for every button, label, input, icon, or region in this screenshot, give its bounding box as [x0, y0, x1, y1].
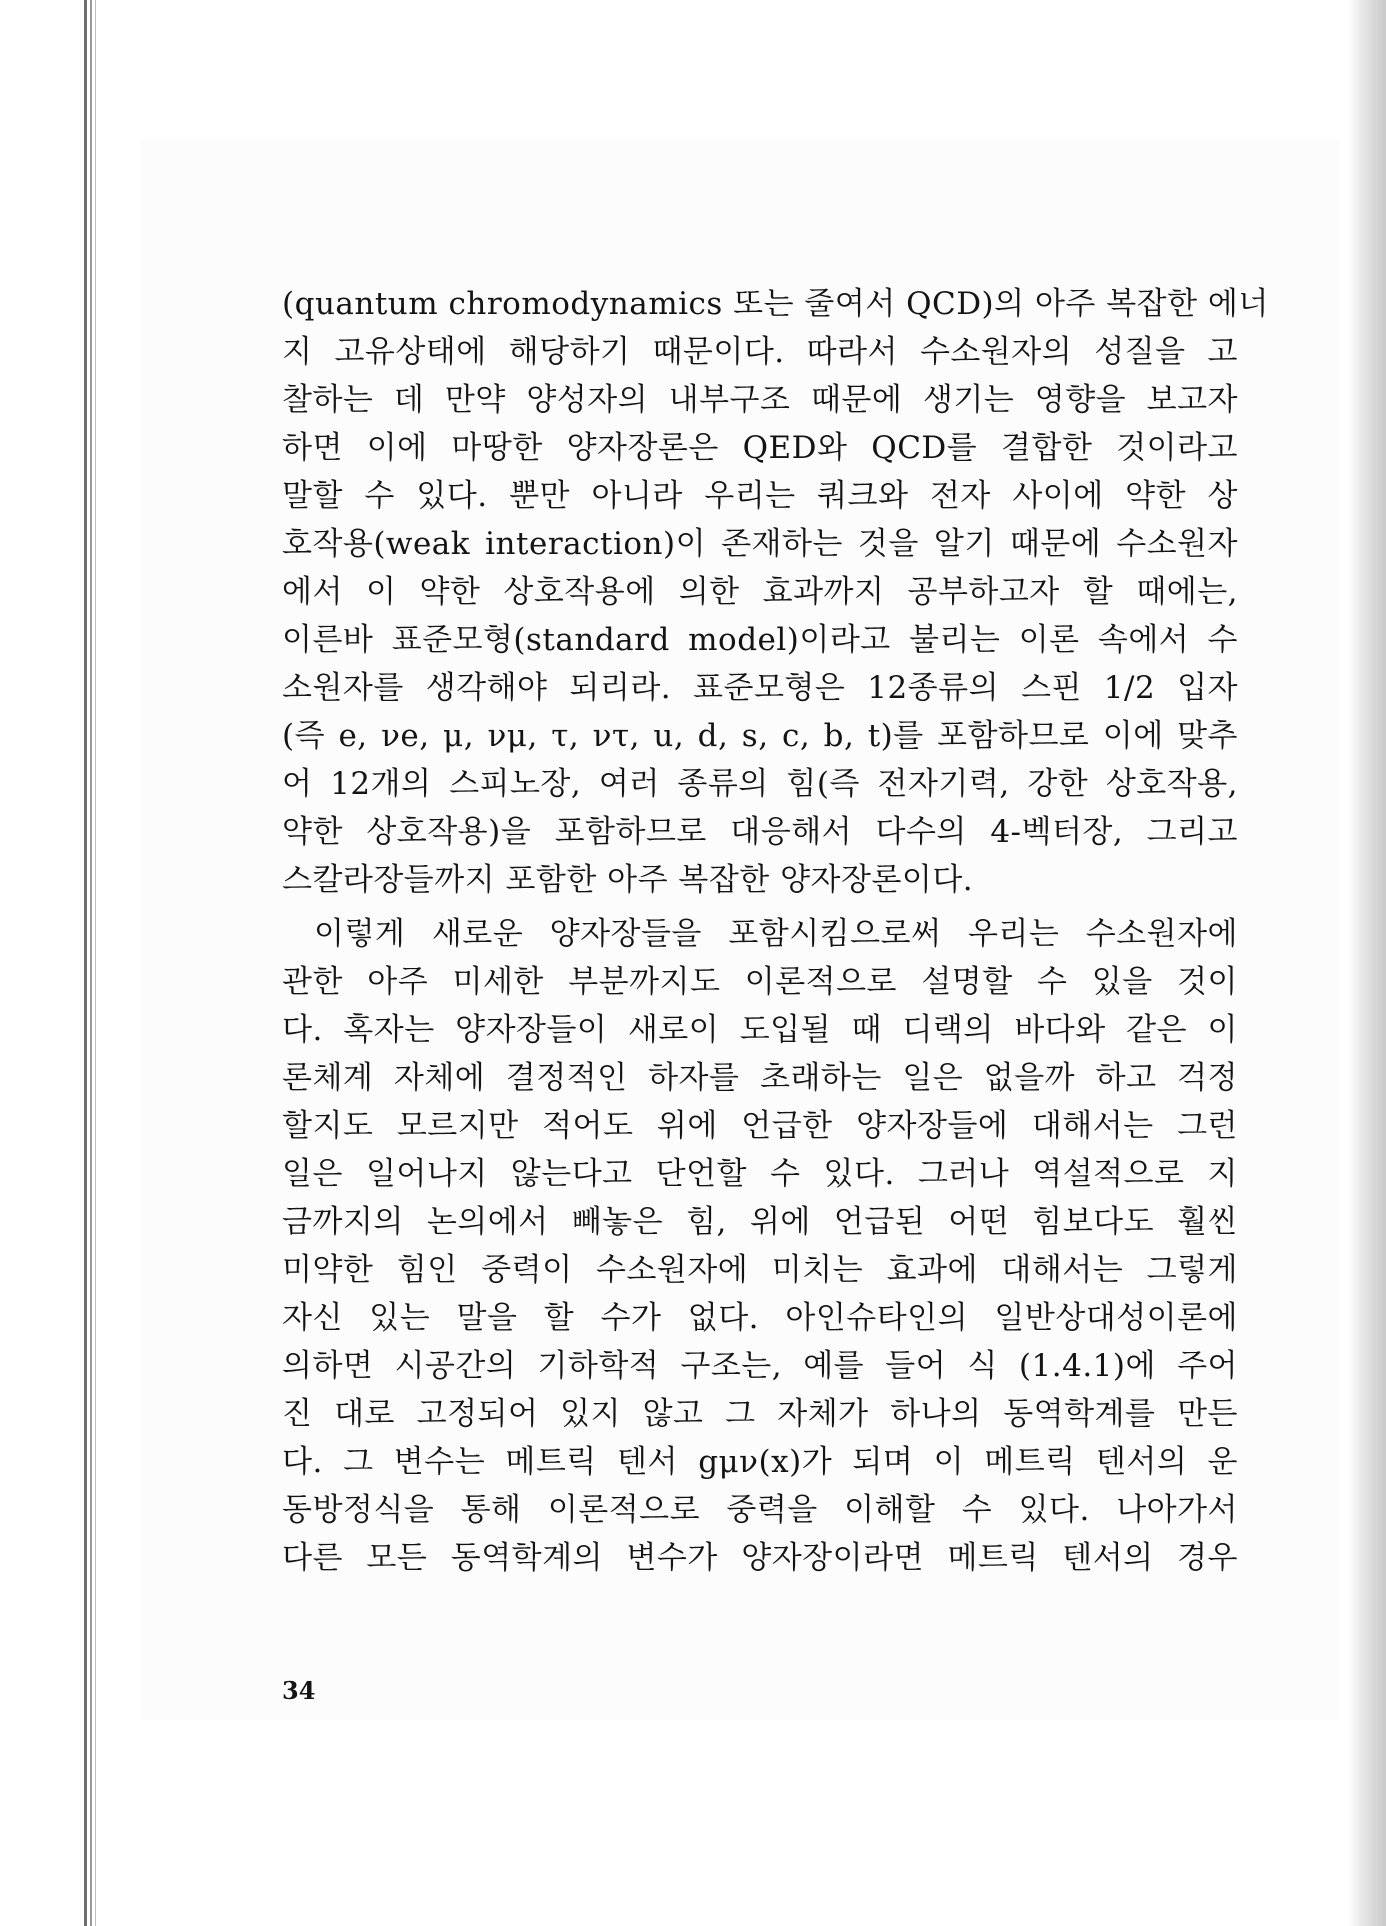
text-line: 에서 이 약한 상호작용에 의한 효과까지 공부하고자 할 때에는, [282, 574, 1238, 610]
text-line: 찰하는 데 만약 양성자의 내부구조 때문에 생기는 영향을 보고자 [282, 382, 1238, 418]
text-line: 관한 아주 미세한 부분까지도 이론적으로 설명할 수 있을 것이 [282, 964, 1238, 1000]
text-line: 론체계 자체에 결정적인 하자를 초래하는 일은 없을까 하고 걱정 [282, 1060, 1238, 1096]
text-line: 소원자를 생각해야 되리라. 표준모형은 12종류의 스핀 1/2 입자 [282, 670, 1238, 706]
binding-edge-line [84, 0, 87, 1926]
text-line: 진 대로 고정되어 있지 않고 그 자체가 하나의 동역학계를 만든 [282, 1396, 1238, 1432]
text-line: 이렇게 새로운 양자장들을 포함시킴으로써 우리는 수소원자에 [314, 916, 1238, 952]
text-line: 이른바 표준모형(standard model)이라고 불리는 이론 속에서 수 [282, 622, 1238, 658]
text-line: 스칼라장들까지 포함한 아주 복잡한 양자장론이다. [282, 862, 974, 898]
page-edge-shadow [1348, 0, 1386, 1926]
text-line: 호작용(weak interaction)이 존재하는 것을 알기 때문에 수소원자 [282, 526, 1238, 562]
text-line: 일은 일어나지 않는다고 단언할 수 있다. 그러나 역설적으로 지 [282, 1156, 1238, 1192]
text-line: 다른 모든 동역학계의 변수가 양자장이라면 메트릭 텐서의 경우 [282, 1540, 1238, 1576]
text-line: 하면 이에 마땅한 양자장론은 QED와 QCD를 결합한 것이라고 [282, 430, 1238, 466]
binding-edge-line [90, 0, 92, 1926]
text-line: 어 12개의 스피노장, 여러 종류의 힘(즉 전자기력, 강한 상호작용, [282, 766, 1238, 802]
paragraph-1 [282, 280, 1269, 904]
binding-edge-line [95, 0, 96, 1926]
text-line: 동방정식을 통해 이론적으로 중력을 이해할 수 있다. 나아가서 [282, 1492, 1238, 1528]
body-text [282, 280, 1269, 1582]
text-line: 의하면 시공간의 기하학적 구조는, 예를 들어 식 (1.4.1)에 주어 [282, 1348, 1238, 1384]
text-line: 다. 그 변수는 메트릭 텐서 gμν(x)가 되며 이 메트릭 텐서의 운 [282, 1444, 1238, 1480]
text-line: (즉 e, νe, μ, νμ, τ, ντ, u, d, s, c, b, t)를 포함하므로 이에 맞추 [282, 718, 1238, 754]
page-number: 34 [282, 1676, 316, 1705]
text-line: 말할 수 있다. 뿐만 아니라 우리는 쿼크와 전자 사이에 약한 상 [282, 478, 1238, 514]
text-line: 미약한 힘인 중력이 수소원자에 미치는 효과에 대해서는 그렇게 [282, 1252, 1238, 1288]
text-line: 지 고유상태에 해당하기 때문이다. 따라서 수소원자의 성질을 고 [282, 334, 1238, 370]
text-line: 할지도 모르지만 적어도 위에 언급한 양자장들에 대해서는 그런 [282, 1108, 1238, 1144]
text-line: 약한 상호작용)을 포함하므로 대응해서 다수의 4-벡터장, 그리고 [282, 814, 1238, 850]
paragraph-2 [282, 910, 1238, 1582]
text-line: (quantum chromodynamics 또는 줄여서 QCD)의 아주 복잡한 에너 [282, 286, 1269, 322]
text-line: 다. 혹자는 양자장들이 새로이 도입될 때 디랙의 바다와 같은 이 [282, 1012, 1238, 1048]
text-line: 금까지의 논의에서 빼놓은 힘, 위에 언급된 어떤 힘보다도 훨씬 [282, 1204, 1238, 1240]
text-line: 자신 있는 말을 할 수가 없다. 아인슈타인의 일반상대성이론에 [282, 1300, 1238, 1336]
